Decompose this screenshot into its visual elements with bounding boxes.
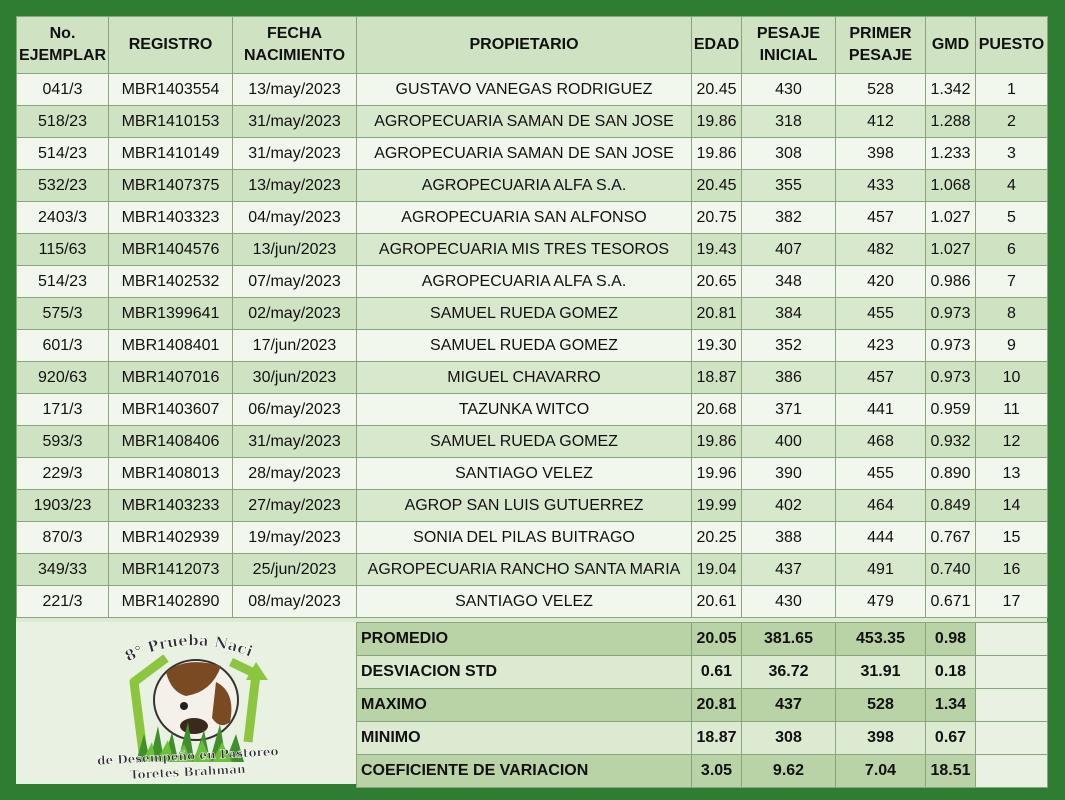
stats-pesaje-inicial: 36.72: [742, 656, 836, 689]
stats-row: [357, 755, 1048, 788]
table-row: [17, 490, 1048, 522]
cell-propietario: TAZUNKA WITCO: [357, 394, 692, 426]
cell-pesaje-inicial: 352: [742, 330, 836, 362]
cell-edad: 20.25: [692, 522, 742, 554]
stats-primer-pesaje: 528: [836, 689, 926, 722]
cell-registro: MBR1402890: [109, 586, 233, 618]
cell-fecha: 19/may/2023: [233, 522, 357, 554]
cell-propietario: GUSTAVO VANEGAS RODRIGUEZ: [357, 74, 692, 106]
cell-propietario: SONIA DEL PILAS BUITRAGO: [357, 522, 692, 554]
cell-propietario: AGROPECUARIA ALFA S.A.: [357, 266, 692, 298]
table-row: [17, 362, 1048, 394]
stats-label: MINIMO: [357, 722, 692, 755]
cell-edad: 19.86: [692, 138, 742, 170]
stats-blank-cell: [976, 722, 1048, 755]
col-header-gmd: GMD: [926, 17, 976, 74]
cell-ejemplar: 2403/3: [17, 202, 109, 234]
cell-primer-pesaje: 468: [836, 426, 926, 458]
cell-ejemplar: 870/3: [17, 522, 109, 554]
cell-ejemplar: 593/3: [17, 426, 109, 458]
table-row: [17, 106, 1048, 138]
cell-fecha: 02/may/2023: [233, 298, 357, 330]
cell-pesaje-inicial: 355: [742, 170, 836, 202]
cell-ejemplar: 575/3: [17, 298, 109, 330]
cell-ejemplar: 221/3: [17, 586, 109, 618]
cell-fecha: 06/may/2023: [233, 394, 357, 426]
cell-fecha: 31/may/2023: [233, 106, 357, 138]
cell-propietario: AGROP SAN LUIS GUTUERREZ: [357, 490, 692, 522]
stats-edad: 20.81: [692, 689, 742, 722]
cell-propietario: AGROPECUARIA SAN ALFONSO: [357, 202, 692, 234]
cell-puesto: 14: [976, 490, 1048, 522]
cell-ejemplar: 601/3: [17, 330, 109, 362]
cell-gmd: 1.342: [926, 74, 976, 106]
cell-primer-pesaje: 482: [836, 234, 926, 266]
cell-edad: 19.04: [692, 554, 742, 586]
cell-registro: MBR1408013: [109, 458, 233, 490]
stats-primer-pesaje: 453.35: [836, 623, 926, 656]
stats-pesaje-inicial: 9.62: [742, 755, 836, 788]
cell-registro: MBR1407375: [109, 170, 233, 202]
cell-primer-pesaje: 491: [836, 554, 926, 586]
stats-edad: 20.05: [692, 623, 742, 656]
cell-pesaje-inicial: 402: [742, 490, 836, 522]
cell-edad: 20.45: [692, 170, 742, 202]
cell-puesto: 6: [976, 234, 1048, 266]
cell-pesaje-inicial: 437: [742, 554, 836, 586]
cell-puesto: 7: [976, 266, 1048, 298]
cell-edad: 20.65: [692, 266, 742, 298]
cell-fecha: 17/jun/2023: [233, 330, 357, 362]
cell-registro: MBR1410149: [109, 138, 233, 170]
cell-gmd: 1.288: [926, 106, 976, 138]
col-header-ejemplar: No. EJEMPLAR: [17, 17, 109, 74]
summary-section: [16, 622, 1047, 784]
cell-pesaje-inicial: 430: [742, 74, 836, 106]
cell-pesaje-inicial: 318: [742, 106, 836, 138]
stats-row: [357, 623, 1048, 656]
cell-registro: MBR1402939: [109, 522, 233, 554]
results-table: [16, 16, 1048, 618]
cell-fecha: 30/jun/2023: [233, 362, 357, 394]
cell-edad: 18.87: [692, 362, 742, 394]
cell-propietario: SAMUEL RUEDA GOMEZ: [357, 426, 692, 458]
cell-edad: 19.99: [692, 490, 742, 522]
stats-label: PROMEDIO: [357, 623, 692, 656]
stats-blank-cell: [976, 755, 1048, 788]
header-row: [17, 17, 1048, 74]
stats-row: [357, 689, 1048, 722]
stats-gmd: 0.98: [926, 623, 976, 656]
cell-registro: MBR1408406: [109, 426, 233, 458]
cell-gmd: 0.959: [926, 394, 976, 426]
stats-gmd: 0.67: [926, 722, 976, 755]
cell-ejemplar: 532/23: [17, 170, 109, 202]
cell-pesaje-inicial: 371: [742, 394, 836, 426]
cell-puesto: 1: [976, 74, 1048, 106]
table-row: [17, 522, 1048, 554]
col-header-fecha: FECHA NACIMIENTO: [233, 17, 357, 74]
cell-propietario: SAMUEL RUEDA GOMEZ: [357, 298, 692, 330]
cell-pesaje-inicial: 384: [742, 298, 836, 330]
cell-gmd: 0.973: [926, 298, 976, 330]
results-sheet: [16, 16, 1047, 784]
cell-gmd: 0.986: [926, 266, 976, 298]
cell-registro: MBR1399641: [109, 298, 233, 330]
cell-ejemplar: 041/3: [17, 74, 109, 106]
cell-puesto: 10: [976, 362, 1048, 394]
cell-fecha: 31/may/2023: [233, 138, 357, 170]
cell-registro: MBR1403607: [109, 394, 233, 426]
cell-registro: MBR1408401: [109, 330, 233, 362]
cell-primer-pesaje: 423: [836, 330, 926, 362]
cell-gmd: 0.671: [926, 586, 976, 618]
cell-edad: 20.61: [692, 586, 742, 618]
cell-primer-pesaje: 444: [836, 522, 926, 554]
cell-propietario: AGROPECUARIA MIS TRES TESOROS: [357, 234, 692, 266]
cell-propietario: AGROPECUARIA ALFA S.A.: [357, 170, 692, 202]
cell-puesto: 5: [976, 202, 1048, 234]
cell-primer-pesaje: 412: [836, 106, 926, 138]
cell-fecha: 08/may/2023: [233, 586, 357, 618]
stats-row: [357, 722, 1048, 755]
cell-gmd: 0.932: [926, 426, 976, 458]
cell-primer-pesaje: 464: [836, 490, 926, 522]
logo-top-text: 8° Prueba Naci: [121, 631, 256, 666]
cell-pesaje-inicial: 348: [742, 266, 836, 298]
cell-propietario: AGROPECUARIA RANCHO SANTA MARIA: [357, 554, 692, 586]
table-row: [17, 234, 1048, 266]
table-row: [17, 426, 1048, 458]
cell-primer-pesaje: 457: [836, 202, 926, 234]
cell-puesto: 12: [976, 426, 1048, 458]
cell-puesto: 3: [976, 138, 1048, 170]
logo-area: [16, 622, 357, 784]
cell-pesaje-inicial: 430: [742, 586, 836, 618]
cell-puesto: 11: [976, 394, 1048, 426]
cell-gmd: 1.068: [926, 170, 976, 202]
stats-edad: 0.61: [692, 656, 742, 689]
stats-primer-pesaje: 398: [836, 722, 926, 755]
stats-primer-pesaje: 7.04: [836, 755, 926, 788]
cell-primer-pesaje: 455: [836, 298, 926, 330]
stats-edad: 3.05: [692, 755, 742, 788]
cell-gmd: 0.890: [926, 458, 976, 490]
table-row: [17, 138, 1048, 170]
cell-edad: 19.86: [692, 426, 742, 458]
cell-registro: MBR1404576: [109, 234, 233, 266]
stats-label: MAXIMO: [357, 689, 692, 722]
cell-ejemplar: 349/33: [17, 554, 109, 586]
cell-puesto: 17: [976, 586, 1048, 618]
stats-primer-pesaje: 31.91: [836, 656, 926, 689]
cell-ejemplar: 1903/23: [17, 490, 109, 522]
cell-propietario: SAMUEL RUEDA GOMEZ: [357, 330, 692, 362]
cell-puesto: 8: [976, 298, 1048, 330]
table-row: [17, 554, 1048, 586]
cell-fecha: 13/may/2023: [233, 170, 357, 202]
table-row: [17, 74, 1048, 106]
stats-blank-cell: [976, 689, 1048, 722]
cell-propietario: MIGUEL CHAVARRO: [357, 362, 692, 394]
stats-edad: 18.87: [692, 722, 742, 755]
cell-gmd: 1.027: [926, 202, 976, 234]
col-header-registro: REGISTRO: [109, 17, 233, 74]
cell-ejemplar: 115/63: [17, 234, 109, 266]
cell-gmd: 0.973: [926, 362, 976, 394]
stats-table: [356, 622, 1048, 788]
stats-label: COEFICIENTE DE VARIACION: [357, 755, 692, 788]
table-row: [17, 202, 1048, 234]
cell-gmd: 0.849: [926, 490, 976, 522]
col-header-primer-pesaje: PRIMER PESAJE: [836, 17, 926, 74]
table-body: [17, 74, 1048, 618]
stats-pesaje-inicial: 308: [742, 722, 836, 755]
cell-primer-pesaje: 479: [836, 586, 926, 618]
event-logo: [16, 622, 356, 784]
cell-puesto: 16: [976, 554, 1048, 586]
cell-pesaje-inicial: 407: [742, 234, 836, 266]
cell-fecha: 31/may/2023: [233, 426, 357, 458]
cell-gmd: 1.233: [926, 138, 976, 170]
col-header-propietario: PROPIETARIO: [357, 17, 692, 74]
cell-propietario: SANTIAGO VELEZ: [357, 458, 692, 490]
table-row: [17, 394, 1048, 426]
table-row: [17, 586, 1048, 618]
logo-bottom-line2: Toretes Brahman: [129, 761, 246, 783]
cell-primer-pesaje: 441: [836, 394, 926, 426]
table-row: [17, 170, 1048, 202]
cell-propietario: SANTIAGO VELEZ: [357, 586, 692, 618]
cell-registro: MBR1410153: [109, 106, 233, 138]
cell-edad: 20.75: [692, 202, 742, 234]
cell-ejemplar: 920/63: [17, 362, 109, 394]
cell-primer-pesaje: 420: [836, 266, 926, 298]
stats-gmd: 0.18: [926, 656, 976, 689]
cell-edad: 20.81: [692, 298, 742, 330]
cell-puesto: 4: [976, 170, 1048, 202]
cell-fecha: 07/may/2023: [233, 266, 357, 298]
cell-edad: 19.96: [692, 458, 742, 490]
cell-pesaje-inicial: 400: [742, 426, 836, 458]
cell-registro: MBR1412073: [109, 554, 233, 586]
cell-primer-pesaje: 433: [836, 170, 926, 202]
cell-fecha: 27/may/2023: [233, 490, 357, 522]
cell-primer-pesaje: 455: [836, 458, 926, 490]
cell-pesaje-inicial: 390: [742, 458, 836, 490]
table-row: [17, 266, 1048, 298]
cell-pesaje-inicial: 382: [742, 202, 836, 234]
cell-registro: MBR1403233: [109, 490, 233, 522]
cell-puesto: 9: [976, 330, 1048, 362]
cell-pesaje-inicial: 386: [742, 362, 836, 394]
cell-edad: 20.45: [692, 74, 742, 106]
col-header-edad: EDAD: [692, 17, 742, 74]
cell-registro: MBR1403323: [109, 202, 233, 234]
stats-pesaje-inicial: 381.65: [742, 623, 836, 656]
cell-ejemplar: 514/23: [17, 266, 109, 298]
stats-gmd: 1.34: [926, 689, 976, 722]
stats-blank-cell: [976, 656, 1048, 689]
cell-propietario: AGROPECUARIA SAMAN DE SAN JOSE: [357, 138, 692, 170]
cell-puesto: 13: [976, 458, 1048, 490]
cell-fecha: 04/may/2023: [233, 202, 357, 234]
cell-primer-pesaje: 457: [836, 362, 926, 394]
cell-fecha: 25/jun/2023: [233, 554, 357, 586]
cell-gmd: 0.767: [926, 522, 976, 554]
cell-edad: 19.30: [692, 330, 742, 362]
cell-edad: 19.43: [692, 234, 742, 266]
cell-registro: MBR1407016: [109, 362, 233, 394]
cell-ejemplar: 171/3: [17, 394, 109, 426]
cell-primer-pesaje: 528: [836, 74, 926, 106]
cell-pesaje-inicial: 308: [742, 138, 836, 170]
table-row: [17, 458, 1048, 490]
cell-primer-pesaje: 398: [836, 138, 926, 170]
stats-pesaje-inicial: 437: [742, 689, 836, 722]
cell-edad: 19.86: [692, 106, 742, 138]
stats-gmd: 18.51: [926, 755, 976, 788]
cell-edad: 20.68: [692, 394, 742, 426]
table-row: [17, 298, 1048, 330]
cell-registro: MBR1402532: [109, 266, 233, 298]
cell-ejemplar: 229/3: [17, 458, 109, 490]
table-row: [17, 330, 1048, 362]
col-header-puesto: PUESTO: [976, 17, 1048, 74]
stats-blank-cell: [976, 623, 1048, 656]
logo-bottom-line1: de Desempeño en Pastoreo: [96, 744, 279, 768]
stats-row: [357, 656, 1048, 689]
stats-label: DESVIACION STD: [357, 656, 692, 689]
cell-puesto: 15: [976, 522, 1048, 554]
col-header-pesaje-inicial: PESAJE INICIAL: [742, 17, 836, 74]
cell-pesaje-inicial: 388: [742, 522, 836, 554]
cell-propietario: AGROPECUARIA SAMAN DE SAN JOSE: [357, 106, 692, 138]
cell-puesto: 2: [976, 106, 1048, 138]
cell-gmd: 0.973: [926, 330, 976, 362]
cell-ejemplar: 514/23: [17, 138, 109, 170]
cell-ejemplar: 518/23: [17, 106, 109, 138]
cell-gmd: 1.027: [926, 234, 976, 266]
cell-registro: MBR1403554: [109, 74, 233, 106]
cell-fecha: 28/may/2023: [233, 458, 357, 490]
cell-fecha: 13/may/2023: [233, 74, 357, 106]
cell-fecha: 13/jun/2023: [233, 234, 357, 266]
cell-gmd: 0.740: [926, 554, 976, 586]
